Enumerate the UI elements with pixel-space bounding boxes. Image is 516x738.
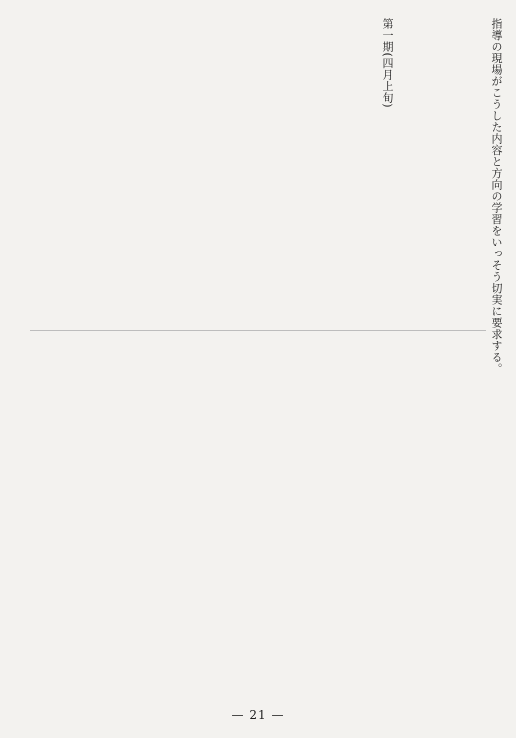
page-number: — 21 — — [231, 708, 285, 722]
text-column: 第一期(四月上旬) — [381, 18, 394, 109]
section-divider — [30, 330, 486, 331]
text-column: 指導の現場がこうした内容と方向の学習をいっそう切実に要求する。 — [490, 18, 503, 375]
